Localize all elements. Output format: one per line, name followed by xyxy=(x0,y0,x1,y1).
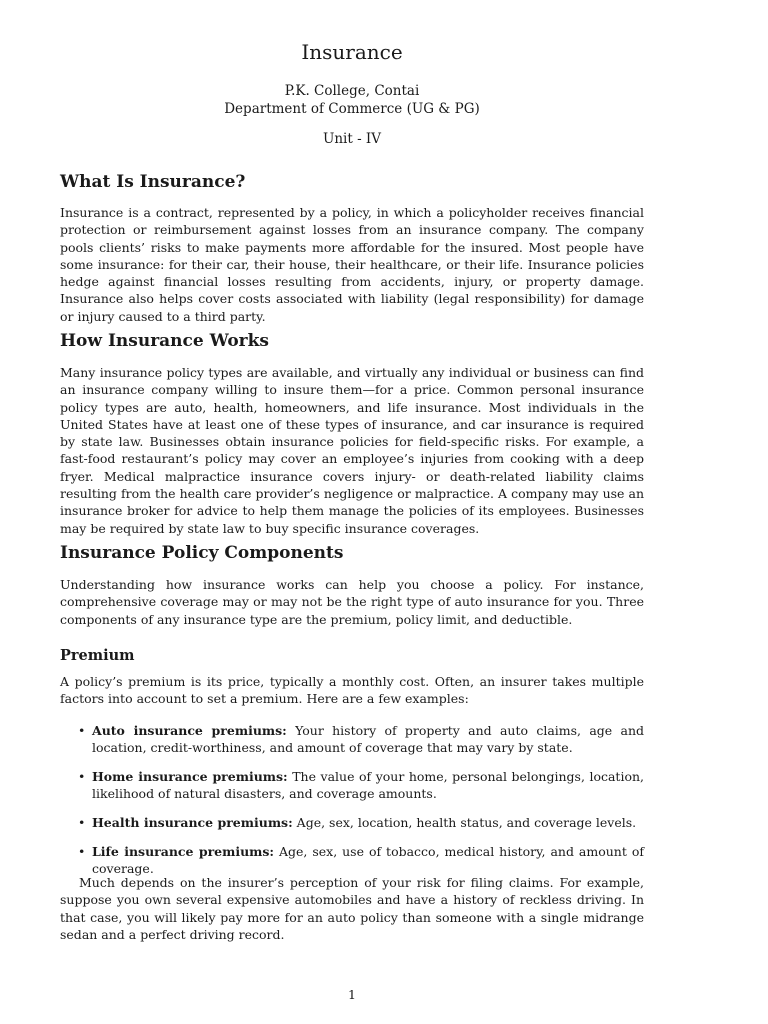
heading-how-insurance-works: How Insurance Works xyxy=(60,331,269,351)
paragraph-what-is-insurance: Insurance is a contract, represented by a policy, in which a policyholder receives financial protection or reimbursement against losses from an insurance company. The company pools clients’ risks to make payments more affordable for the insured. Most people have some insurance: for their car, their house, their healthcare, or their life. Insurance policies hedge against financial losses resulting from accidents, injury, or property damage. Insurance also helps cover costs associated with liability (legal responsibility) for damage or injury caused to a third party. xyxy=(60,205,644,324)
paragraph-premium-closing: Much depends on the insurer’s perception of your risk for filing claims. For example, suppose you own several expensive automobiles and have a history of reckless driving. In that case, you will likely pay more for an auto policy than someone with a single midrange sedan and a perfect driving record. xyxy=(60,875,644,942)
document-page xyxy=(60,0,644,1024)
paragraph-premium-intro: A policy’s premium is its price, typically a monthly cost. Often, an insurer takes multiple factors into account to set a premium. Here are a few examples: xyxy=(60,674,644,707)
bullet-term: Home insurance premiums: xyxy=(92,769,288,784)
bullet-term: Life insurance premiums: xyxy=(92,844,275,859)
list-item xyxy=(78,843,644,878)
heading-policy-components: Insurance Policy Components xyxy=(60,543,344,563)
heading-what-is-insurance: What Is Insurance? xyxy=(60,172,246,192)
bullet-term: Auto insurance premiums: xyxy=(92,723,287,738)
department-name: Department of Commerce (UG & PG) xyxy=(224,101,480,117)
page-number: 1 xyxy=(348,987,356,1002)
unit-label: Unit - IV xyxy=(322,131,382,147)
paragraph-how-insurance-works: Many insurance policy types are available, and virtually any individual or business can find an insurance company willing to insure them—for a price. Common personal insurance policy types are auto, health, homeowners, and life insurance. Most individuals in the United States have at least one of these types of insurance, and car insurance is required by state law. Businesses obtain insurance policies for field-specific risks. For example, a fast-food restaurant’s policy may cover an employee’s injuries from cooking with a deep fryer. Medical malpractice insurance covers injury- or death-related liability claims resulting from the health care provider’s negligence or malpractice. A company may use an insurance broker for advice to help them manage the policies of its employees. Businesses may be required by state law to buy specific insurance coverages. xyxy=(60,365,644,536)
bullet-text: Age, sex, use of tobacco, medical history, and amount of coverage. xyxy=(92,844,644,877)
bullet-icon: • xyxy=(78,815,86,830)
bullet-icon: • xyxy=(78,844,86,859)
college-name: P.K. College, Contai xyxy=(284,83,420,99)
bullet-icon: • xyxy=(78,769,86,784)
heading-premium: Premium xyxy=(60,647,135,664)
list-item xyxy=(78,768,644,803)
bullet-text: Age, sex, location, health status, and coverage levels. xyxy=(292,815,637,830)
document-title: Insurance xyxy=(301,40,403,64)
paragraph-policy-components: Understanding how insurance works can help you choose a policy. For instance, comprehensive coverage may or may not be the right type of auto insurance for you. Three components of any insurance type are the premium, policy limit, and deductible. xyxy=(60,577,644,627)
list-item xyxy=(78,814,644,831)
bullet-text: Your history of property and auto claims, age and location, credit-worthiness, and amount of coverage that may vary by state. xyxy=(92,723,644,756)
bullet-icon: • xyxy=(78,723,86,738)
list-item xyxy=(78,722,644,757)
bullet-text: The value of your home, personal belongings, location, likelihood of natural disasters, and coverage amounts. xyxy=(92,769,644,802)
bullet-term: Health insurance premiums: xyxy=(92,815,293,830)
